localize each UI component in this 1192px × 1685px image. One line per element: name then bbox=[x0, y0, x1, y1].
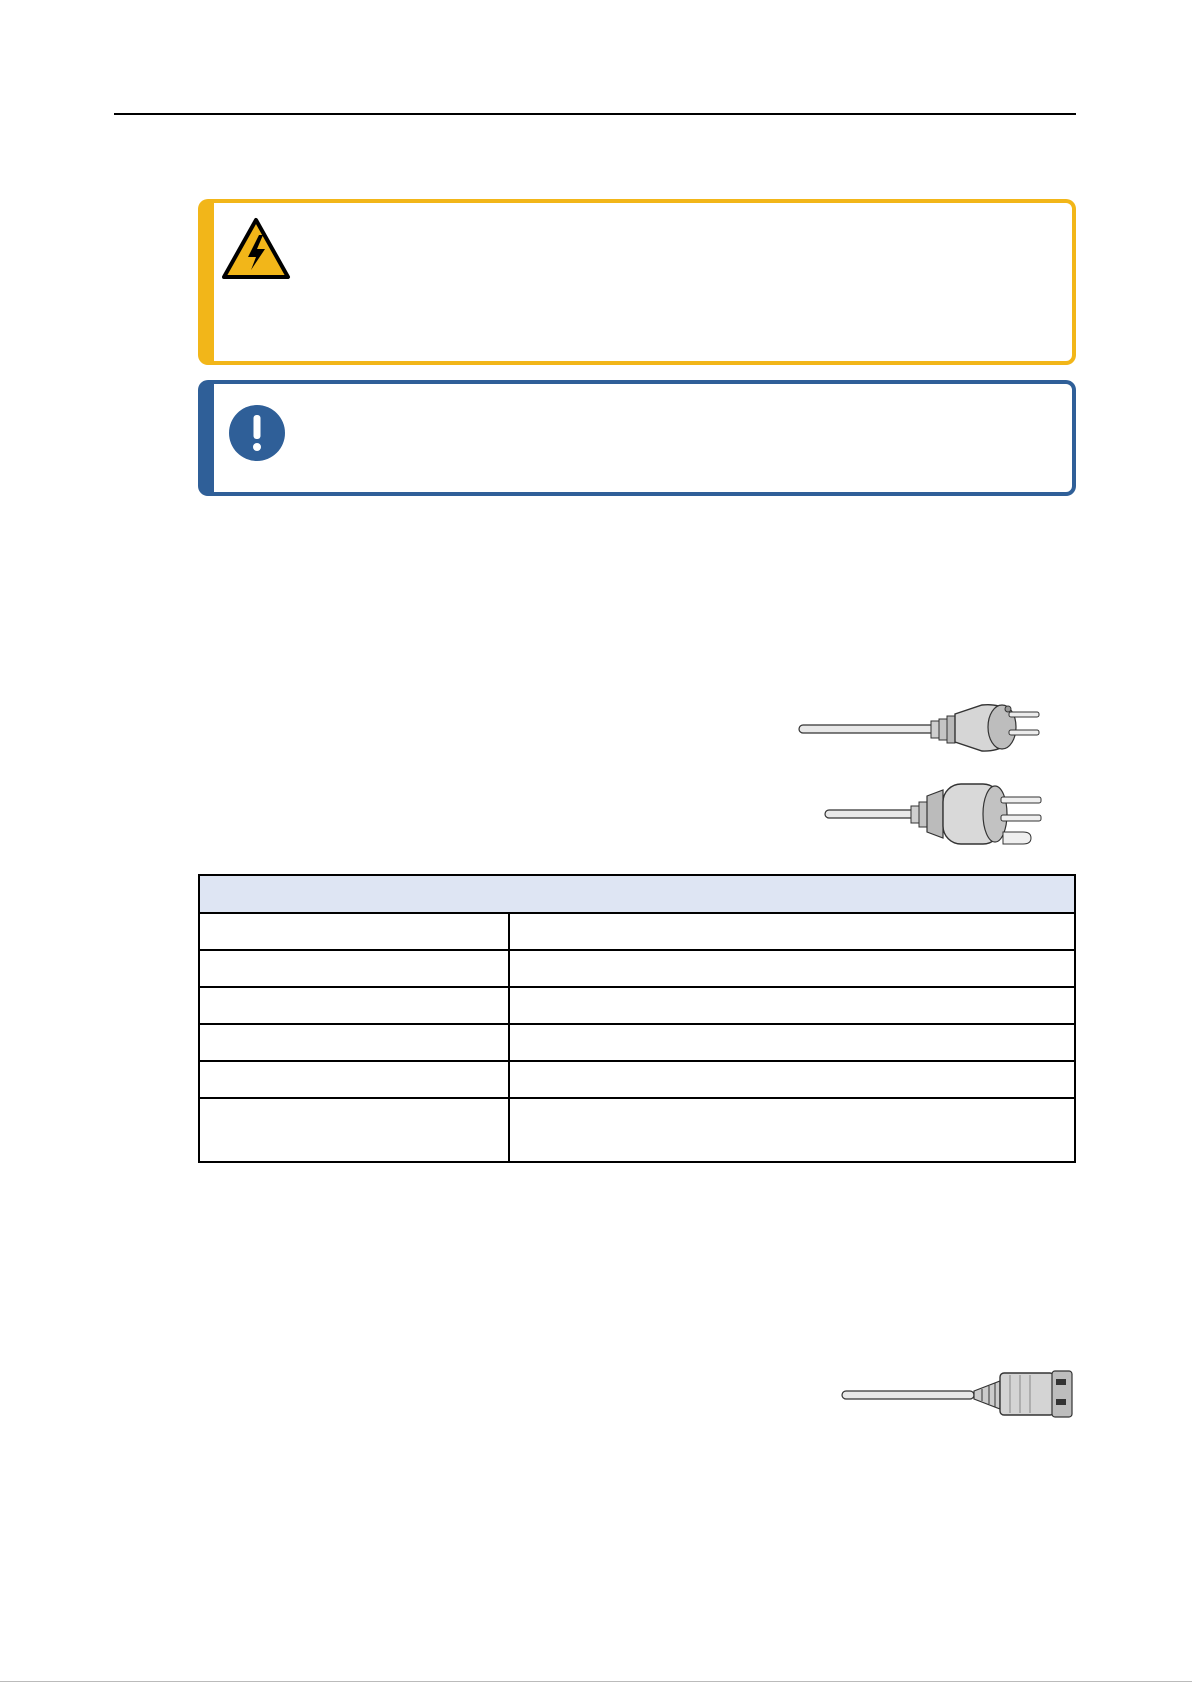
table-row bbox=[199, 913, 1075, 950]
warning-callout bbox=[198, 199, 1076, 365]
table-header-row bbox=[199, 875, 1075, 913]
iec-c13-coupler-cable-illustration bbox=[840, 1365, 1075, 1419]
table-row bbox=[199, 1061, 1075, 1098]
row-value bbox=[509, 987, 1075, 1024]
header-rule bbox=[114, 113, 1076, 115]
row-label bbox=[199, 1098, 509, 1162]
row-value bbox=[509, 1098, 1075, 1162]
table-row bbox=[199, 950, 1075, 987]
row-label bbox=[199, 1024, 509, 1061]
footer-rule bbox=[0, 1681, 1192, 1682]
table-row bbox=[199, 1098, 1075, 1162]
nema-plug-cable-illustration bbox=[823, 776, 1055, 852]
spec-table bbox=[198, 874, 1076, 1163]
exclamation-icon bbox=[228, 404, 286, 462]
table-row bbox=[199, 987, 1075, 1024]
table-header bbox=[199, 875, 1075, 913]
row-value bbox=[509, 913, 1075, 950]
row-label bbox=[199, 950, 509, 987]
row-value bbox=[509, 950, 1075, 987]
schuko-plug-cable-illustration bbox=[797, 697, 1055, 757]
table-row bbox=[199, 1024, 1075, 1061]
row-label bbox=[199, 1061, 509, 1098]
row-label bbox=[199, 913, 509, 950]
electrical-hazard-icon bbox=[221, 217, 291, 280]
notice-callout bbox=[198, 380, 1076, 496]
row-value bbox=[509, 1061, 1075, 1098]
row-value bbox=[509, 1024, 1075, 1061]
row-label bbox=[199, 987, 509, 1024]
